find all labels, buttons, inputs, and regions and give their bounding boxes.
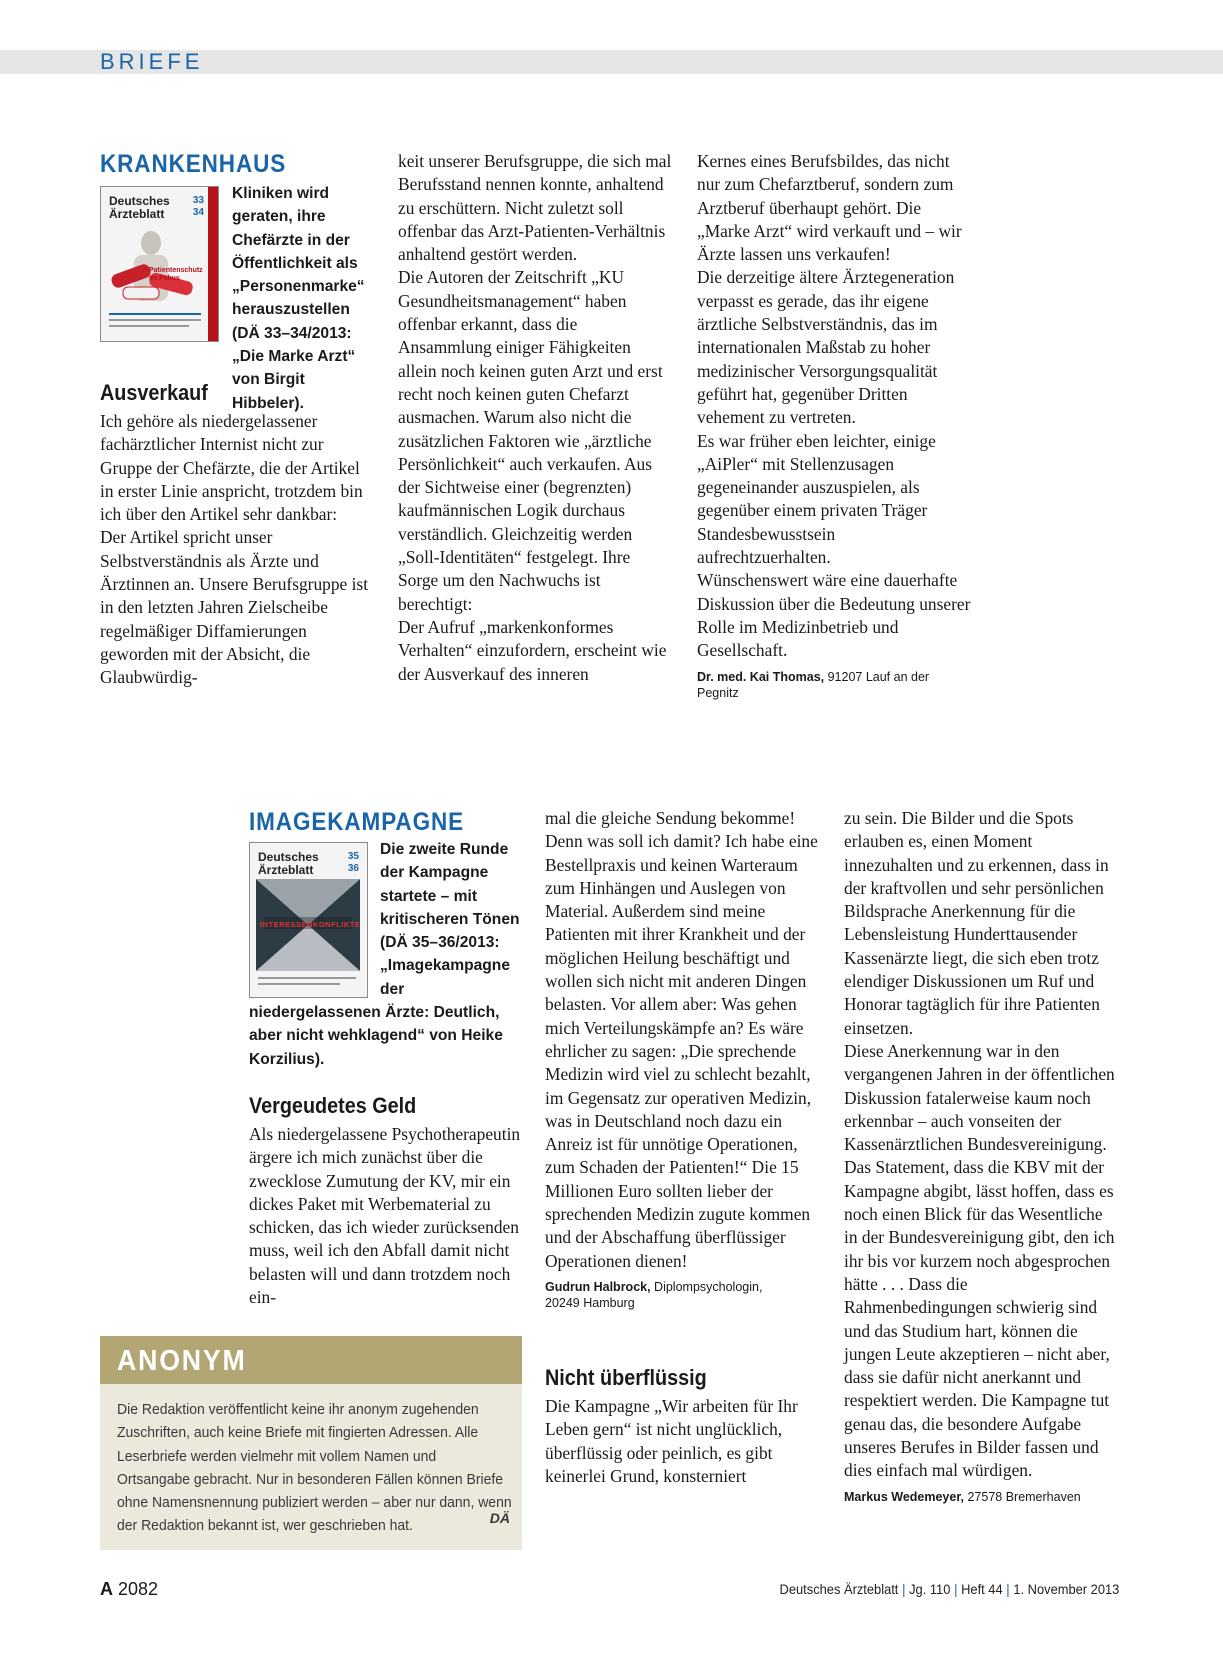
letter-body-text: Als niedergelassene Psychotherapeutin ärgere ich mich zunächst über die zwecklose Zumutung der KV, mir ein dickes Paket mit Werbematerial zu schicken, das ich wieder zurücksenden muss, weil ich den Abfall damit nicht belasten will und dann trotzdem noch ein- bbox=[249, 1123, 521, 1308]
cover-rule bbox=[109, 313, 201, 315]
signature-name: Dr. med. Kai Thomas, bbox=[697, 669, 825, 684]
separator: | bbox=[1005, 1581, 1010, 1597]
letter-body-text: mal die gleiche Sendung bekomme! Denn was soll ich damit? Ich habe eine Bestellpraxis und keinen Warteraum zum Hinhängen und Auslegen von Material. Außerdem sind meine Patienten mit ihrer Krankheit und der möglichen Heilung beschäftigt und wollen sich nicht mit anderen Dingen belasten. Vor allem aber: Was gehen mich Verteilungskämpfe an? Es wäre ehrlicher zu sagen: „Die sprechende Medizin wird viel zu schlecht bezahlt, im Gegensatz zur operativen Medizin, was in Deutschland noch dazu ein Anreiz ist für unnötige Operationen, zum Schaden der Patienten!“ Die 15 Millionen Euro sollten lieber der sprechenden Medizin zugute kommen und der Abschaffung überflüssiger Operationen dienen! bbox=[545, 808, 818, 1271]
magazine-cover-image bbox=[100, 186, 219, 342]
cover-issue: 33 34 bbox=[192, 195, 204, 218]
cover-title: Deutsches Ärzteblatt bbox=[258, 850, 319, 877]
letter1-column-2 bbox=[398, 150, 673, 686]
letter1-column-3 bbox=[697, 150, 972, 701]
letter-body-text: zu sein. Die Bilder und die Spots erlauben es, einen Moment innezuhalten und zu erkennen, dass in der kraftvollen und sehr persönlichen Bildsprache Anerkennung für die Lebensleistung Hunderttausender Kassenärzte liegt, die sich eben trotz elendiger Diskussionen um Ruf und Honorar tagtäglich für ihre Patienten einsetzen. Diese Anerkennung war in den vergangenen Jahren in der öffentlichen Diskussion fatalerweise kaum noch erkennbar – auch vonseiten der Kassenärztlichen Bundesvereinigung. Das Statement, dass die KBV mit der Kampagne abgibt, lässt hoffen, dass es noch einen Blick für das Wesentliche in der Bundesvereinigung gibt, den ich ihr bis vor kurzem noch abgesprochen hätte . . . Dass die Rahmenbedingungen schwierig sind und das Studium hart, können die jungen Leute akzeptieren – nicht aber, dass sie dafür nicht anerkannt und respektiert werden. Die Kampagne tut genau das, die besondere Aufgabe unseres Berufes in Bilder fassen und dies einfach mal würdigen. bbox=[844, 808, 1115, 1481]
cover-illustration bbox=[109, 225, 204, 305]
letter-body-text: keit unserer Berufsgruppe, die sich mal Berufsstand nennen konnte, anhaltend zu erschüttern. Nicht zuletzt soll offenbar das Arzt-Patienten-Verhältnis anhaltend gestört werden. Die Autoren der Zeitschrift „KU Gesundheitsmanagement“ haben offenbar erkannt, dass die Ansammlung einiger Fähigkeiten allein noch keinen guten Arzt und erst recht noch keinen guten Chefarzt ausmachen. Warum also nicht die zusätzlichen Faktoren wie „ärztliche Persönlichkeit“ auch verkaufen. Aus der Sichtweise einer (begrenzten) kaufmännischen Logik durchaus verständlich. Gleichzeitig werden „Soll-Identitäten“ festgelegt. Ihre Sorge um den Nachwuchs ist berechtigt: Der Aufruf „markenkonformes Verhalten“ einzufordern, erscheint wie der Ausverkauf des inneren bbox=[398, 151, 672, 684]
cover-rule bbox=[258, 977, 356, 979]
letter-headline: Nicht überflüssig bbox=[545, 1364, 707, 1390]
letter2-column-2 bbox=[545, 807, 820, 1488]
letter-signature bbox=[844, 1489, 1119, 1505]
cover-rule bbox=[109, 325, 189, 327]
journal-name: Deutsches Ärzteblatt bbox=[779, 1581, 899, 1597]
cover-rule bbox=[109, 319, 201, 321]
intro-block bbox=[249, 838, 524, 1071]
signature-place: 27578 Bremerhaven bbox=[963, 1489, 1081, 1504]
cover-rule bbox=[258, 983, 340, 985]
letter3-column-2 bbox=[844, 807, 1119, 1505]
cover-caption: Patientenschutz im Fokus bbox=[149, 267, 203, 282]
separator: | bbox=[953, 1581, 958, 1597]
anonym-title: ANONYM bbox=[117, 1345, 247, 1377]
magazine-cover-image bbox=[249, 842, 368, 998]
cover-red-stripe bbox=[208, 187, 218, 341]
volume: Jg. 110 bbox=[908, 1581, 951, 1597]
issue: Heft 44 bbox=[960, 1581, 1003, 1597]
page-number bbox=[100, 1578, 158, 1600]
anonym-signature: DÄ bbox=[489, 1510, 510, 1526]
signature-name: Markus Wedemeyer, bbox=[844, 1489, 964, 1504]
letter-headline: Ausverkauf bbox=[100, 380, 208, 405]
cover-title: Deutsches Ärzteblatt bbox=[109, 194, 170, 221]
page-number-value: 2082 bbox=[113, 1579, 159, 1599]
anonym-text: Die Redaktion veröffentlicht keine ihr anonym zugehenden Zuschriften, auch keine Briefe mit fingierten Adressen. Alle Leserbriefe werden vielmehr mit vollem Namen und Ortsangabe gebracht. Nur in besonderen Fällen können Briefe ohne Namensnennung publiziert werden – aber nur dann, wenn der Redaktion bekannt ist, wer geschrieben hat. bbox=[117, 1401, 512, 1535]
letter-signature bbox=[697, 669, 972, 701]
topic-heading: KRANKENHAUS bbox=[100, 150, 287, 178]
section-label: BRIEFE bbox=[100, 49, 204, 74]
letter-headline: Vergeudetes Geld bbox=[249, 1092, 417, 1118]
signature-place: Diplompsychologin, 20249 Hamburg bbox=[545, 1279, 763, 1310]
signature-place: 91207 Lauf an der Pegnitz bbox=[697, 669, 930, 700]
intro-text: Die zweite Runde der Kampagne startete – mit kritischeren Tönen (DÄ 35–36/2013: „Imagekampagne der niedergelassenen Ärzte: Deutlich, aber nicht wehklagend“ von Heike Korzilius). bbox=[249, 841, 520, 1068]
letter1-column-1 bbox=[100, 150, 375, 690]
separator: | bbox=[901, 1581, 906, 1597]
signature-name: Gudrun Halbrock, bbox=[545, 1279, 651, 1294]
letter2-column-1 bbox=[249, 808, 524, 1309]
publication-date: 1. November 2013 bbox=[1013, 1581, 1119, 1597]
letter-body-text: Ich gehöre als niedergelassener fachärztlicher Internist nicht zur Gruppe der Chefärzte, die der Artikel in erster Linie anspricht, trotzdem bin ich über den Artikel sehr dankbar: Der Artikel spricht unser Selbstverständnis als Ärzte und Ärztinnen an. Unsere Berufsgruppe ist in den letzten Jahren Zielscheibe regelmäßiger Diffamierungen geworden mit der Absicht, die Glaubwürdig- bbox=[100, 411, 369, 688]
letter-body-text: Kernes eines Berufsbildes, das nicht nur zum Chefarztberuf, sondern zum Arztberuf überhaupt gehört. Die „Marke Arzt“ wird verkauft und – wir Ärzte lassen uns verkaufen! Die derzeitige ältere Ärztegeneration verpasst es gerade, das ihr eigene ärztliche Selbstverständnis, das im internationalen Maßstab zu hoher medizinischer Versorgungsqualität geführt hat, gegenüber Dritten vehement zu vertreten. Es war früher eben leichter, einige „AiPler“ mit Stellenzusagen gegeneinander auszuspielen, als gegenüber einem privaten Träger Standesbewusstsein aufrechtzuerhalten. Wünschenswert wäre eine dauerhafte Diskussion über die Bedeutung unserer Rolle im Medizinbetrieb und Gesellschaft. bbox=[697, 151, 971, 661]
page-prefix: A bbox=[100, 1579, 113, 1599]
intro-text: Kliniken wird geraten, ihre Chefärzte in der Öffentlichkeit als „Personenmarke“ herauszustellen (DÄ 33–34/2013: „Die Marke Arzt“ von Birgit Hibbeler). bbox=[232, 185, 365, 412]
anonym-header bbox=[100, 1336, 522, 1384]
publication-info bbox=[779, 1580, 1119, 1598]
anonym-notice-box bbox=[100, 1336, 522, 1550]
letter-signature bbox=[545, 1279, 785, 1311]
cover-issue: 35 36 bbox=[347, 851, 359, 874]
letter-body-text: Die Kampagne „Wir arbeiten für Ihr Leben gern“ ist nicht unglücklich, überflüssig oder peinlich, es gibt keinerlei Grund, konsterniert bbox=[545, 1395, 798, 1486]
cover-caption: INTERESSENKONFLIKTE bbox=[260, 920, 361, 929]
topic-heading: IMAGEKAMPAGNE bbox=[249, 808, 465, 836]
